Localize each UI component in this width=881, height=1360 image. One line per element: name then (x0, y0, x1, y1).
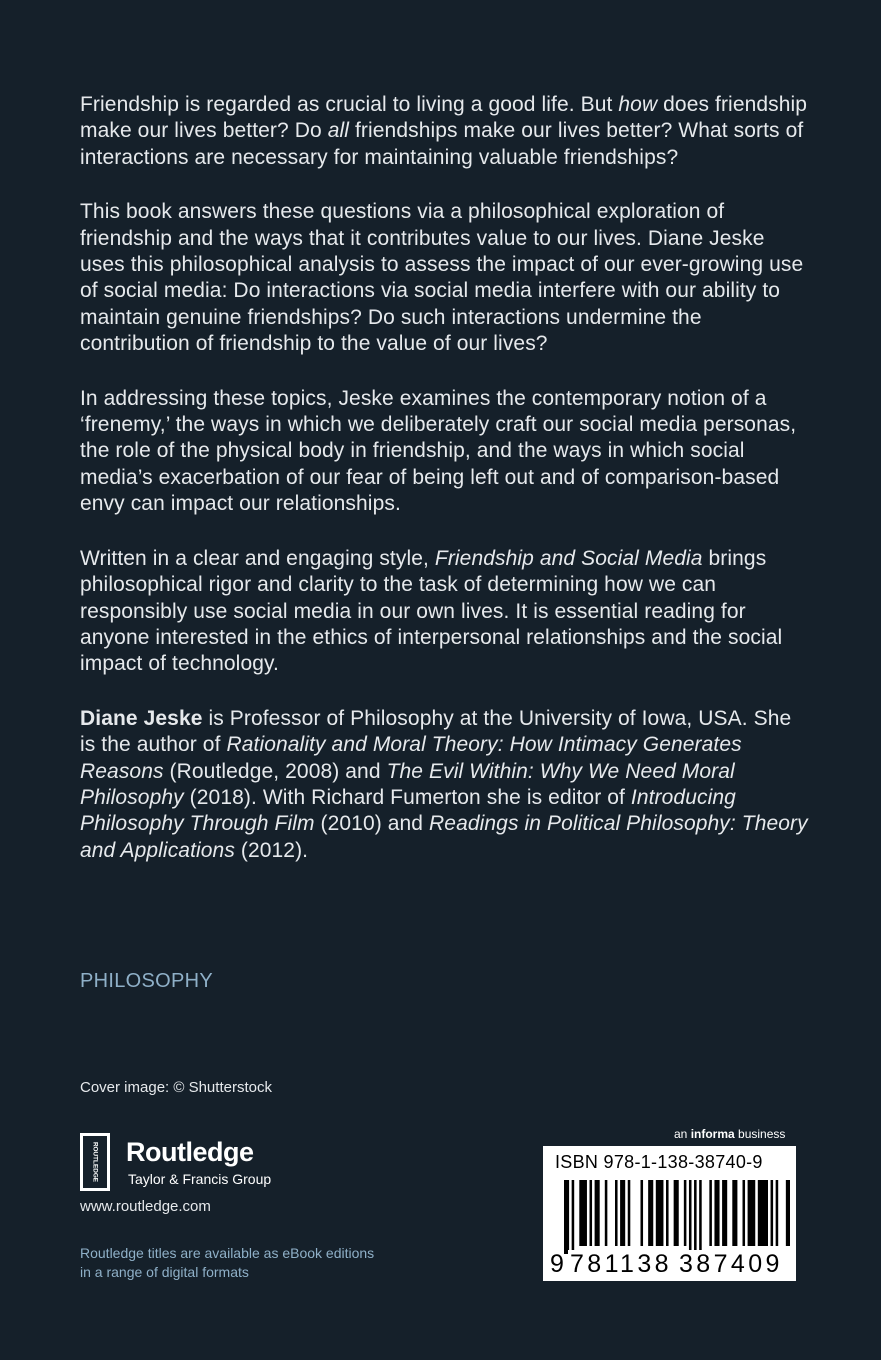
blurb-paragraph-1 (80, 92, 810, 171)
barcode-bar (732, 1180, 737, 1246)
barcode-bar (771, 1180, 774, 1246)
informa-tagline (674, 1127, 785, 1141)
blurb-paragraph-3: In addressing these topics, Jeske examines the contemporary notion of a ‘frenemy,’ the ways in which we deliberately craft our social media personas, the role of the physical body in friendship, and the ways in which social media’s exacerbation of our fear of being left out and of comparison-based envy can impact our relationships. (80, 386, 797, 516)
cover-image-credit: Cover image: © Shutterstock (80, 1079, 272, 1096)
barcode-bar (656, 1180, 664, 1246)
book-title: Introducing Philosophy Through Film (80, 785, 736, 836)
book-title: Readings in Political Philosophy: Theory and Applications (80, 812, 808, 862)
publisher-name: Routledge (126, 1137, 254, 1167)
book-title: The Evil Within: Why We Need Moral Philosophy (80, 759, 735, 809)
blurb-emphasis: all (327, 119, 350, 143)
barcode-bar (786, 1180, 790, 1246)
blurb-text: Written in a clear and engaging style, (80, 546, 435, 570)
barcode-digits-right: 387409 (679, 1250, 783, 1278)
blurb-text: friendships make our lives better? What sorts of interactions are necessary for maintaining valuable friendships? (80, 119, 804, 169)
author-bio (80, 706, 810, 864)
barcode-digits (550, 1250, 790, 1278)
book-title: Rationality and Moral Theory: How Intimacy Generates Reasons (80, 733, 742, 783)
blurb-paragraph-2: This book answers these questions via a philosophical exploration of friendship and the ways that it contributes value to our lives. Diane Jeske uses this philosophical analysis to assess the impact of our ever-growing use of social media: Do interactions via social media interfere with our ability to maintain genuine friendships? Do such interactions undermine the contribution of friendship to the value of our lives? (80, 200, 804, 356)
informa-suffix: business (734, 1127, 786, 1141)
author-name: Diane Jeske (80, 706, 203, 730)
barcode-bars (550, 1180, 790, 1254)
barcode-bar (758, 1180, 768, 1246)
book-title: Friendship and Social Media (434, 546, 703, 570)
barcode-bar (674, 1180, 679, 1246)
blurb-paragraph-4 (80, 546, 810, 678)
barcode-bar (748, 1180, 756, 1246)
barcode-bar (684, 1180, 687, 1246)
isbn-label: ISBN 978-1-138-38740-9 (555, 1152, 763, 1172)
barcode-bar (595, 1180, 600, 1246)
barcode-bar (714, 1180, 719, 1246)
barcode-bar (743, 1180, 746, 1246)
barcode-bar (641, 1180, 644, 1246)
bio-text: (2010) and (314, 812, 430, 836)
barcode-bar (648, 1180, 653, 1246)
subject-category: PHILOSOPHY (80, 970, 214, 992)
ebook-note: Routledge titles are available as eBook editions in a range of digital formats (80, 1245, 375, 1280)
barcode-digit-first: 9 (550, 1250, 568, 1278)
barcode-bar (605, 1180, 608, 1246)
barcode-bar (620, 1180, 625, 1246)
informa-brand: informa (690, 1127, 735, 1141)
barcode-bar (615, 1180, 618, 1246)
bio-text: is Professor of Philosophy at the University of Iowa, USA. She is the author of (80, 706, 792, 757)
routledge-logo-icon (80, 1133, 110, 1191)
isbn-barcode (543, 1146, 796, 1281)
informa-prefix: an (674, 1127, 691, 1141)
barcode-bar (776, 1180, 779, 1246)
blurb-text: does friendship make our lives better? Do (80, 93, 808, 143)
barcode-digits-left: 781138 (570, 1250, 672, 1278)
barcode-bar (709, 1180, 712, 1246)
barcode-bar (694, 1180, 697, 1254)
barcode-bar (689, 1180, 692, 1254)
routledge-logo-lettering: ROUTLEDGE (91, 1141, 99, 1183)
barcode-bar (628, 1180, 631, 1246)
barcode-bar (666, 1180, 669, 1246)
routledge-logo (80, 1133, 340, 1193)
barcode-bar (579, 1180, 587, 1246)
bio-text: (2012). (234, 838, 309, 862)
bio-text: (Routledge, 2008) and (163, 759, 387, 783)
publisher-group: Taylor & Francis Group (128, 1171, 272, 1187)
barcode-bar (699, 1180, 702, 1254)
blurb-emphasis: how (618, 93, 658, 116)
barcode-bar (722, 1180, 727, 1246)
barcode-bar (590, 1180, 593, 1246)
blurb-text: brings philosophical rigor and clarity to the task of determining how we can responsibly use social media in our own lives. It is essential reading for anyone interested in the ethics of interpersonal relationships and the social impact of technology. (80, 546, 783, 676)
barcode-bar (564, 1180, 569, 1254)
barcode-bar (572, 1180, 575, 1254)
back-cover-blurb (80, 92, 810, 892)
blurb-text: Friendship is regarded as crucial to living a good life. But (80, 93, 619, 116)
publisher-website: www.routledge.com (80, 1198, 211, 1215)
bio-text: (2018). With Richard Fumerton she is editor of (183, 785, 631, 809)
